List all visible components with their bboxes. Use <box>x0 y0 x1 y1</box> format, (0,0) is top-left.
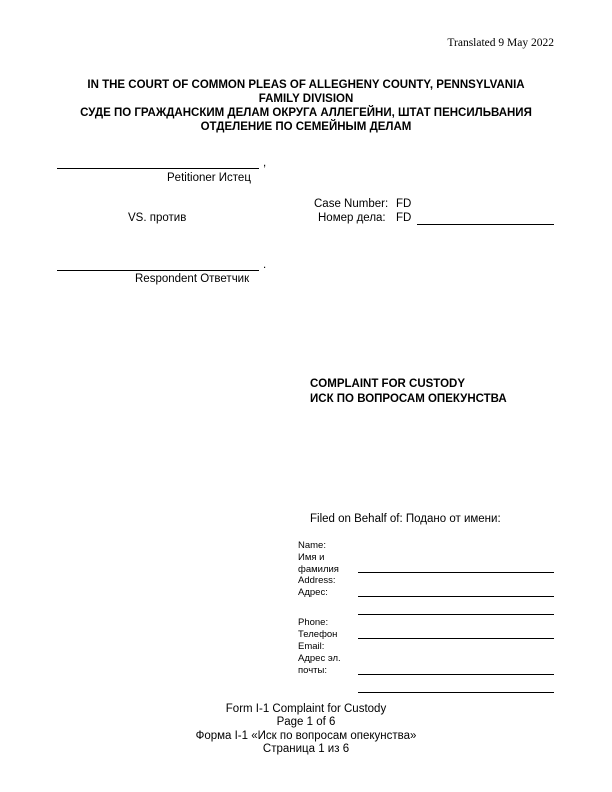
filer-address-field-2[interactable] <box>358 614 554 615</box>
petitioner-comma: , <box>263 157 267 169</box>
name-label-ru-1: Имя и <box>298 552 325 563</box>
division-ru: ОТДЕЛЕНИЕ ПО СЕМЕЙНЫМ ДЕЛАМ <box>200 121 412 133</box>
footer-form-name-ru: Форма I-1 «Иск по вопросам опекунства» <box>195 729 417 742</box>
filer-address-label <box>298 575 336 599</box>
complaint-title-en: COMPLAINT FOR CUSTODY <box>310 378 466 390</box>
filer-name-field[interactable] <box>358 572 554 573</box>
footer-page-number-ru: Страница 1 из 6 <box>262 742 350 755</box>
complaint-title-ru: ИСК ПО ВОПРОСАМ ОПЕКУНСТВА <box>310 393 507 405</box>
filed-on-behalf-label: Filed on Behalf of: Подано от имени: <box>310 513 501 525</box>
respondent-label: Respondent Ответчик <box>135 273 250 285</box>
footer-page-number: Page 1 of 6 <box>276 716 336 729</box>
translation-date: Translated 9 May 2022 <box>447 37 554 49</box>
address-label-en: Address: <box>298 575 336 586</box>
court-header <box>0 78 612 134</box>
phone-label-en: Phone: <box>298 617 329 628</box>
email-label-ru-2: почты: <box>298 665 327 676</box>
division-en: FAMILY DIVISION <box>258 93 354 105</box>
footer-form-name: Form I-1 Complaint for Custody <box>225 703 387 715</box>
name-label-en: Name: <box>298 540 326 551</box>
name-label-ru-2: фамилия <box>298 564 339 575</box>
versus-label: VS. против <box>128 212 187 224</box>
filer-email-label <box>298 641 341 677</box>
email-label-ru-1: Адрес эл. <box>298 653 341 664</box>
filer-name-label <box>298 540 339 576</box>
case-number-label: Case Number: <box>314 198 389 210</box>
petitioner-name-field[interactable] <box>57 168 259 169</box>
page-footer <box>0 703 612 756</box>
petitioner-label: Petitioner Истец <box>167 172 251 184</box>
court-name-ru: СУДЕ ПО ГРАЖДАНСКИМ ДЕЛАМ ОКРУГА АЛЛЕГЕЙНИ, ШТАТ ПЕНСИЛЬВАНИЯ <box>80 107 532 119</box>
complaint-title <box>310 377 507 407</box>
case-number-label-ru: Номер дела: <box>318 212 386 224</box>
filer-phone-field[interactable] <box>358 638 554 639</box>
case-number-field[interactable] <box>417 224 554 225</box>
address-label-ru: Адрес: <box>298 587 328 598</box>
case-number-prefix: FD <box>396 198 412 210</box>
case-number-prefix-ru: FD <box>396 212 412 224</box>
email-label-en: Email: <box>298 641 325 652</box>
filer-extra-field[interactable] <box>358 692 554 693</box>
court-name-en: IN THE COURT OF COMMON PLEAS OF ALLEGHENY COUNTY, PENNSYLVANIA <box>87 79 525 91</box>
filer-phone-label <box>298 617 337 641</box>
respondent-period: . <box>263 259 267 271</box>
respondent-name-field[interactable] <box>57 270 259 271</box>
filer-address-field-1[interactable] <box>358 596 554 597</box>
filer-email-field[interactable] <box>358 674 554 675</box>
phone-label-ru: Телефон <box>298 629 338 640</box>
